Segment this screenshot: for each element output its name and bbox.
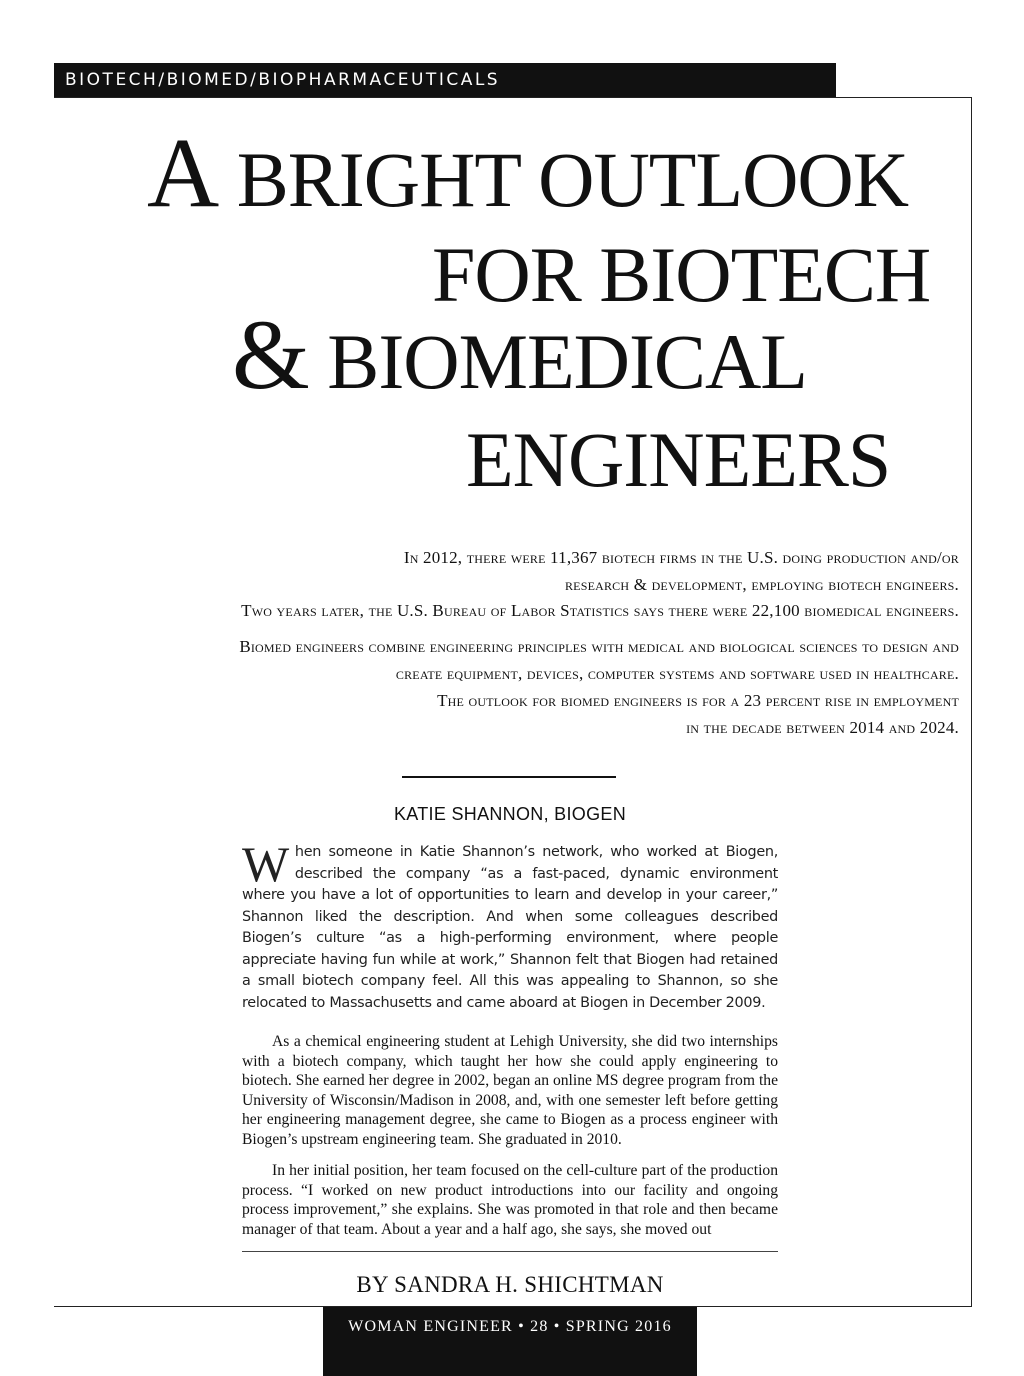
intro-line-4: Biomed engineers combine engineering principles with medical and biological sciences to design and — [239, 637, 959, 656]
intro-line-3: Two years later, the U.S. Bureau of Labor Statistics says there were 22,100 biomedical engineers. — [241, 601, 959, 620]
profile-heading: KATIE SHANNON, BIOGEN — [393, 804, 626, 824]
body-paragraph-2: In her initial position, her team focused on the cell-culture part of the production process. “I worked on new product introductions into our facility and ongoing process improvement,” she explains. She was promoted in that role and then became manager of that team. About a year and a half ago, she says, she moved out — [242, 1162, 778, 1238]
section-header: BIOTECH/BIOMED/BIOPHARMACEUTICALS — [54, 63, 836, 97]
drop-cap: W — [242, 836, 289, 892]
section-divider — [402, 776, 616, 778]
intro-line-2: research & development, employing biotech engineers. — [564, 575, 959, 594]
intro-line-1: In 2012, there were 11,367 biotech firms in the U.S. doing production and/or — [403, 548, 959, 567]
author-byline: BY SANDRA H. SHICHTMAN — [356, 1272, 664, 1297]
page-footer: WOMAN ENGINEER • 28 • SPRING 2016 — [323, 1307, 697, 1376]
title-ampersand: & — [232, 299, 309, 410]
title-text-biomedical: BIOMEDICAL — [327, 318, 807, 405]
bottom-rule — [242, 1251, 778, 1252]
title-line-2: FOR BIOTECH — [432, 231, 931, 318]
title-line-1 — [147, 117, 909, 228]
lead-paragraph — [242, 836, 778, 1014]
title-initial-a: A — [147, 117, 219, 228]
intro-line-5: create equipment, devices, computer systems and software used in healthcare. — [395, 664, 959, 683]
intro-line-7: in the decade between 2014 and 2024. — [686, 718, 959, 737]
title-text-bright-outlook: BRIGHT OUTLOOK — [236, 136, 909, 223]
intro-line-6: The outlook for biomed engineers is for a 23 percent rise in employment — [437, 691, 959, 710]
body-paragraph-1: As a chemical engineering student at Lehigh University, she did two internships with a biotech company, which taught her how she could apply engineering to biotech. She earned her degree in 2002, began an online MS degree program from the University of Wisconsin/Madison in 2008, and, with one semester left before getting her engineering management degree, she came to Biogen as a process engineer with Biogen’s upstream engineering team. She graduated in 2010. — [242, 1033, 778, 1148]
title-line-3 — [232, 299, 807, 410]
lead-paragraph-text: hen someone in Katie Shannon’s network, who worked at Biogen, described the company “as a fast-paced, dynamic environment where you have a lot of opportunities to learn and develop in your career,” Shannon liked the description. And when some colleagues described Biogen’s culture “as a high-performing environment, where people appreciate having fun while at work,” Shannon felt that Biogen had retained a small biotech company feel. All this was appealing to Shannon, so she relocated to Massachusetts and came aboard at Biogen in December 2009. — [242, 844, 778, 1011]
title-line-4: ENGINEERS — [466, 416, 891, 503]
